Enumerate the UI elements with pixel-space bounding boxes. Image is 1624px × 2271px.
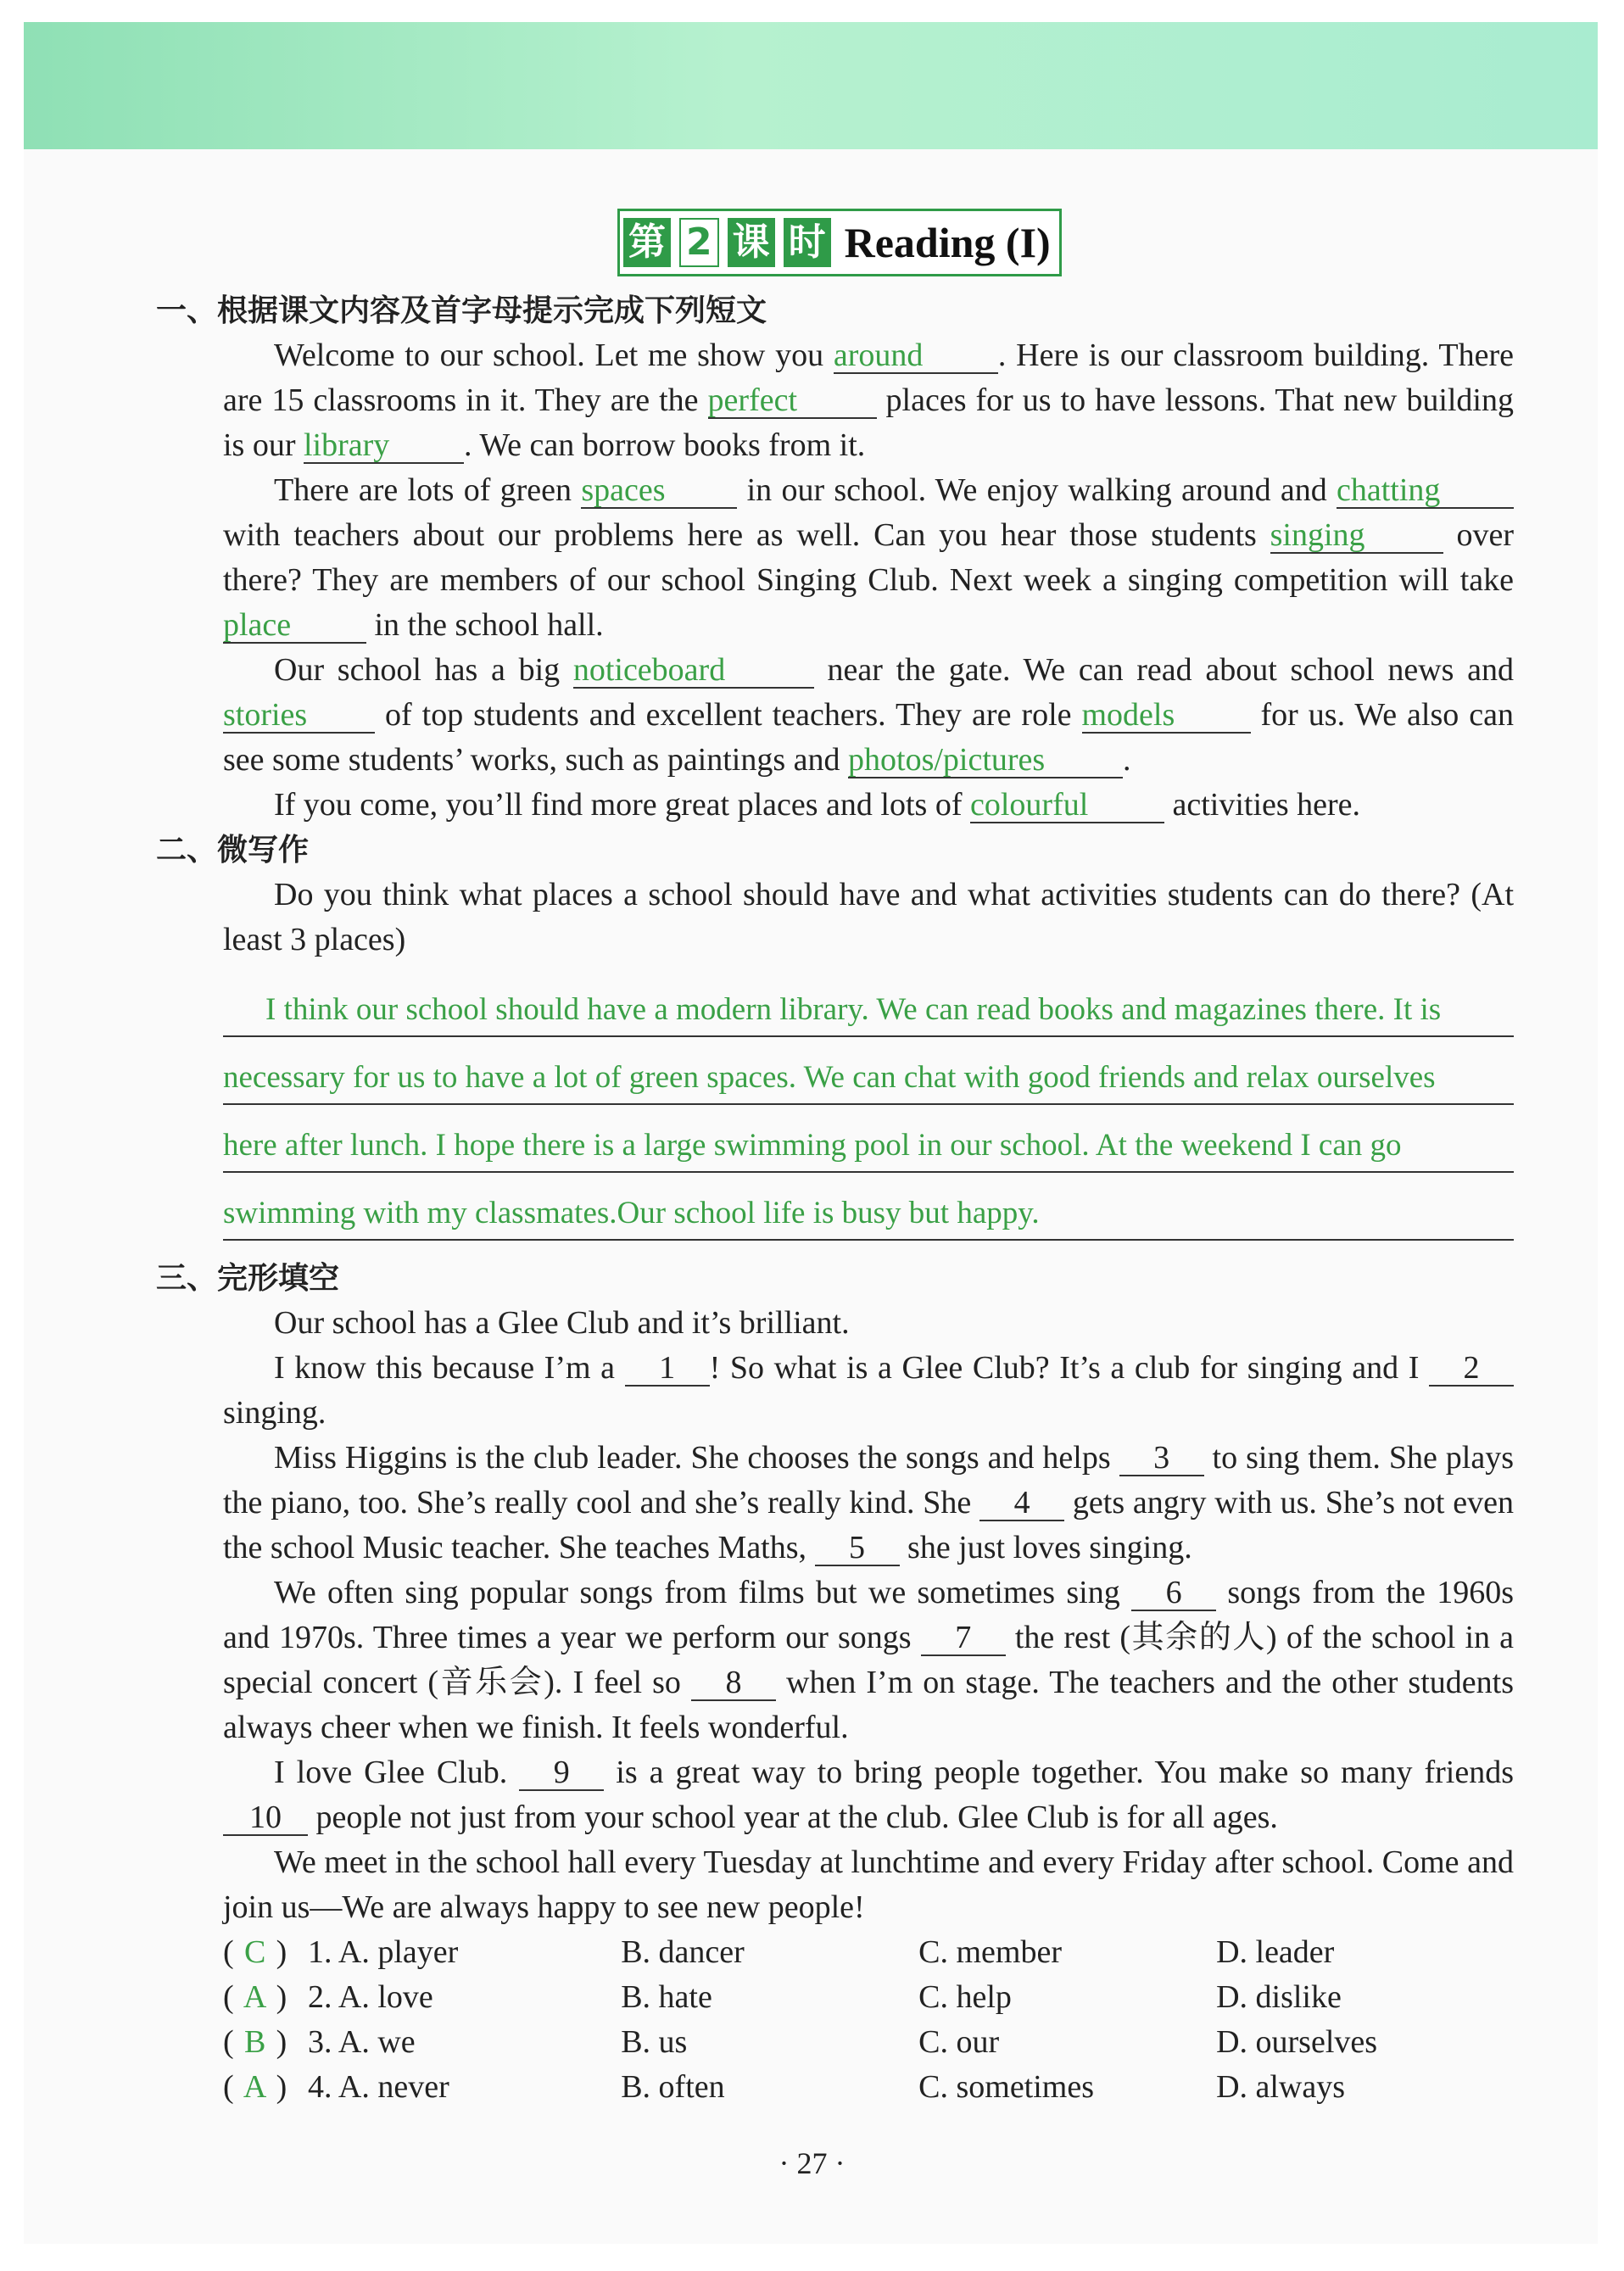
section-heading-2: 二、微写作 xyxy=(156,833,310,868)
option-d[interactable]: D. dislike xyxy=(1216,1979,1342,2015)
answer-blank[interactable]: singing xyxy=(1270,518,1443,554)
question-row: ( C ) 1. A. player B. dancer C. member D. leader xyxy=(223,1930,1514,1975)
answer-blank[interactable]: stories xyxy=(223,698,375,734)
choice-list xyxy=(223,1930,1514,2110)
answer-blank[interactable]: noticeboard xyxy=(573,653,814,689)
answer-blank[interactable]: library xyxy=(304,428,464,464)
answer-blank[interactable]: models xyxy=(1082,698,1251,734)
answer-blank[interactable]: colourful xyxy=(970,788,1164,823)
answer-blank[interactable]: spaces xyxy=(581,473,737,509)
lesson-label-number: 2 xyxy=(679,218,719,267)
option-d[interactable]: D. always xyxy=(1216,2069,1346,2105)
answer-blank[interactable]: around xyxy=(834,338,998,374)
writing-answer-line[interactable]: here after lunch. I hope there is a large swimming pool in our school. At the weekend I can go xyxy=(223,1105,1514,1173)
writing-answer xyxy=(223,969,1514,1241)
cloze-paragraph: We meet in the school hall every Tuesday at lunchtime and every Friday after school. Come and join us—We are always happy to see new people! xyxy=(223,1844,1514,1925)
passage-paragraph: Our school has a big noticeboard near the gate. We can read about school news and stories of top students and excellent teachers. They are role models for us. We also can see some students’ works, such as paintings and photos/pictures . xyxy=(223,652,1515,778)
lesson-label-char: 时 xyxy=(784,218,831,267)
lesson-label-char: 第 xyxy=(623,218,671,267)
option-d[interactable]: D. ourselves xyxy=(1216,2024,1378,2060)
cloze-paragraph: Miss Higgins is the club leader. She chooses the songs and helps 3 to sing them. She plays the piano, too. She’s really cool and she’s really kind. She 4 gets angry with us. She’s not even the school Music teacher. She teaches Maths, 5 she just loves singing. xyxy=(223,1440,1514,1565)
cloze-paragraph: I know this because I’m a 1 ! So what is a Glee Club? It’s a club for singing and I 2 singing. xyxy=(223,1346,1514,1436)
cloze-blank[interactable]: 1 xyxy=(625,1351,710,1387)
lesson-label-char: 课 xyxy=(728,218,775,267)
section-heading-3: 三、完形填空 xyxy=(156,1261,340,1296)
selected-answer[interactable]: A xyxy=(243,1979,267,2015)
cloze-blank[interactable]: 7 xyxy=(921,1621,1006,1656)
option-b[interactable]: B. hate xyxy=(621,1979,712,2015)
option-c[interactable]: C. sometimes xyxy=(918,2069,1095,2105)
cloze-paragraph: I love Glee Club. 9 is a great way to bring people together. You make so many friends 10 people not just from your school year at the club. Glee Club is for all ages. xyxy=(223,1750,1514,1840)
lesson-title-text: Reading (I) xyxy=(844,219,1051,266)
cloze-blank[interactable]: 2 xyxy=(1429,1351,1514,1387)
cloze-blank[interactable]: 8 xyxy=(691,1666,776,1701)
cloze-blank[interactable]: 10 xyxy=(223,1800,308,1836)
question-row: ( A ) 4. A. never B. often C. sometimes D. always xyxy=(223,2065,1514,2110)
option-c[interactable]: C. help xyxy=(918,1979,1012,2015)
cloze-blank[interactable]: 5 xyxy=(815,1531,900,1566)
option-b[interactable]: B. us xyxy=(621,2024,688,2060)
option-a[interactable]: 3. A. we xyxy=(308,2024,416,2060)
header-banner xyxy=(24,22,1598,149)
cloze-paragraph: Our school has a Glee Club and it’s brilliant. xyxy=(274,1305,850,1341)
section-heading-1: 一、根据课文内容及首字母提示完成下列短文 xyxy=(156,293,767,328)
question-row: ( A ) 2. A. love B. hate C. help D. dislike xyxy=(223,1975,1514,2020)
cloze-blank[interactable]: 3 xyxy=(1119,1441,1204,1476)
cloze-blank[interactable]: 9 xyxy=(519,1755,604,1791)
cloze-paragraph: We often sing popular songs from films but we sometimes sing 6 songs from the 1960s and 1970s. Three times a year we perform our songs 7 the rest (其余的人) of the school in a special concert (音乐会). I feel so 8 when I’m on stage. The teachers and the other students always cheer when we finish. It feels wonderful. xyxy=(223,1575,1515,1745)
page-number: · 27 · xyxy=(779,2146,845,2180)
answer-blank[interactable]: chatting xyxy=(1337,473,1514,509)
passage-paragraph: If you come, you’ll find more great places and lots of colourful activities here. xyxy=(274,787,1361,823)
option-d[interactable]: D. leader xyxy=(1216,1934,1335,1970)
option-b[interactable]: B. often xyxy=(621,2069,725,2105)
option-c[interactable]: C. member xyxy=(918,1934,1062,1970)
cloze-blank[interactable]: 6 xyxy=(1131,1576,1216,1611)
question-row: ( B ) 3. A. we B. us C. our D. ourselves xyxy=(223,2020,1514,2065)
selected-answer[interactable]: C xyxy=(243,1934,266,1970)
option-a[interactable]: 4. A. never xyxy=(308,2069,449,2105)
writing-answer-line[interactable]: necessary for us to have a lot of green spaces. We can chat with good friends and relax ourselves xyxy=(223,1037,1514,1105)
lesson-title xyxy=(617,209,1062,276)
option-c[interactable]: C. our xyxy=(918,2024,1000,2060)
selected-answer[interactable]: A xyxy=(243,2069,267,2105)
passage-paragraph: There are lots of green spaces in our school. We enjoy walking around and chatting with teachers about our problems here as well. Can you hear those students singing over there? They are members of our school Singing Club. Next week a singing competition will take place in the school hall. xyxy=(223,472,1514,643)
writing-answer-line[interactable]: swimming with my classmates.Our school life is busy but happy. xyxy=(223,1173,1514,1241)
selected-answer[interactable]: B xyxy=(243,2024,266,2060)
answer-blank[interactable]: place xyxy=(223,608,366,644)
writing-answer-line[interactable]: I think our school should have a modern library. We can read books and magazines there. It is xyxy=(223,969,1514,1037)
passage-paragraph: Welcome to our school. Let me show you around . Here is our classroom building. There are 15 classrooms in it. They are the perfect places for us to have lessons. That new building is our library . We can borrow books from it. xyxy=(223,338,1514,463)
cloze-blank[interactable]: 4 xyxy=(979,1486,1064,1521)
worksheet-content xyxy=(157,288,1514,2110)
option-a[interactable]: 1. A. player xyxy=(308,1934,459,1970)
option-b[interactable]: B. dancer xyxy=(621,1934,745,1970)
answer-blank[interactable]: perfect xyxy=(708,383,877,419)
answer-blank[interactable]: photos/pictures xyxy=(848,743,1123,778)
writing-prompt: Do you think what places a school should have and what activities students can do there? (At least 3 places) xyxy=(223,877,1514,957)
option-a[interactable]: 2. A. love xyxy=(308,1979,433,2015)
